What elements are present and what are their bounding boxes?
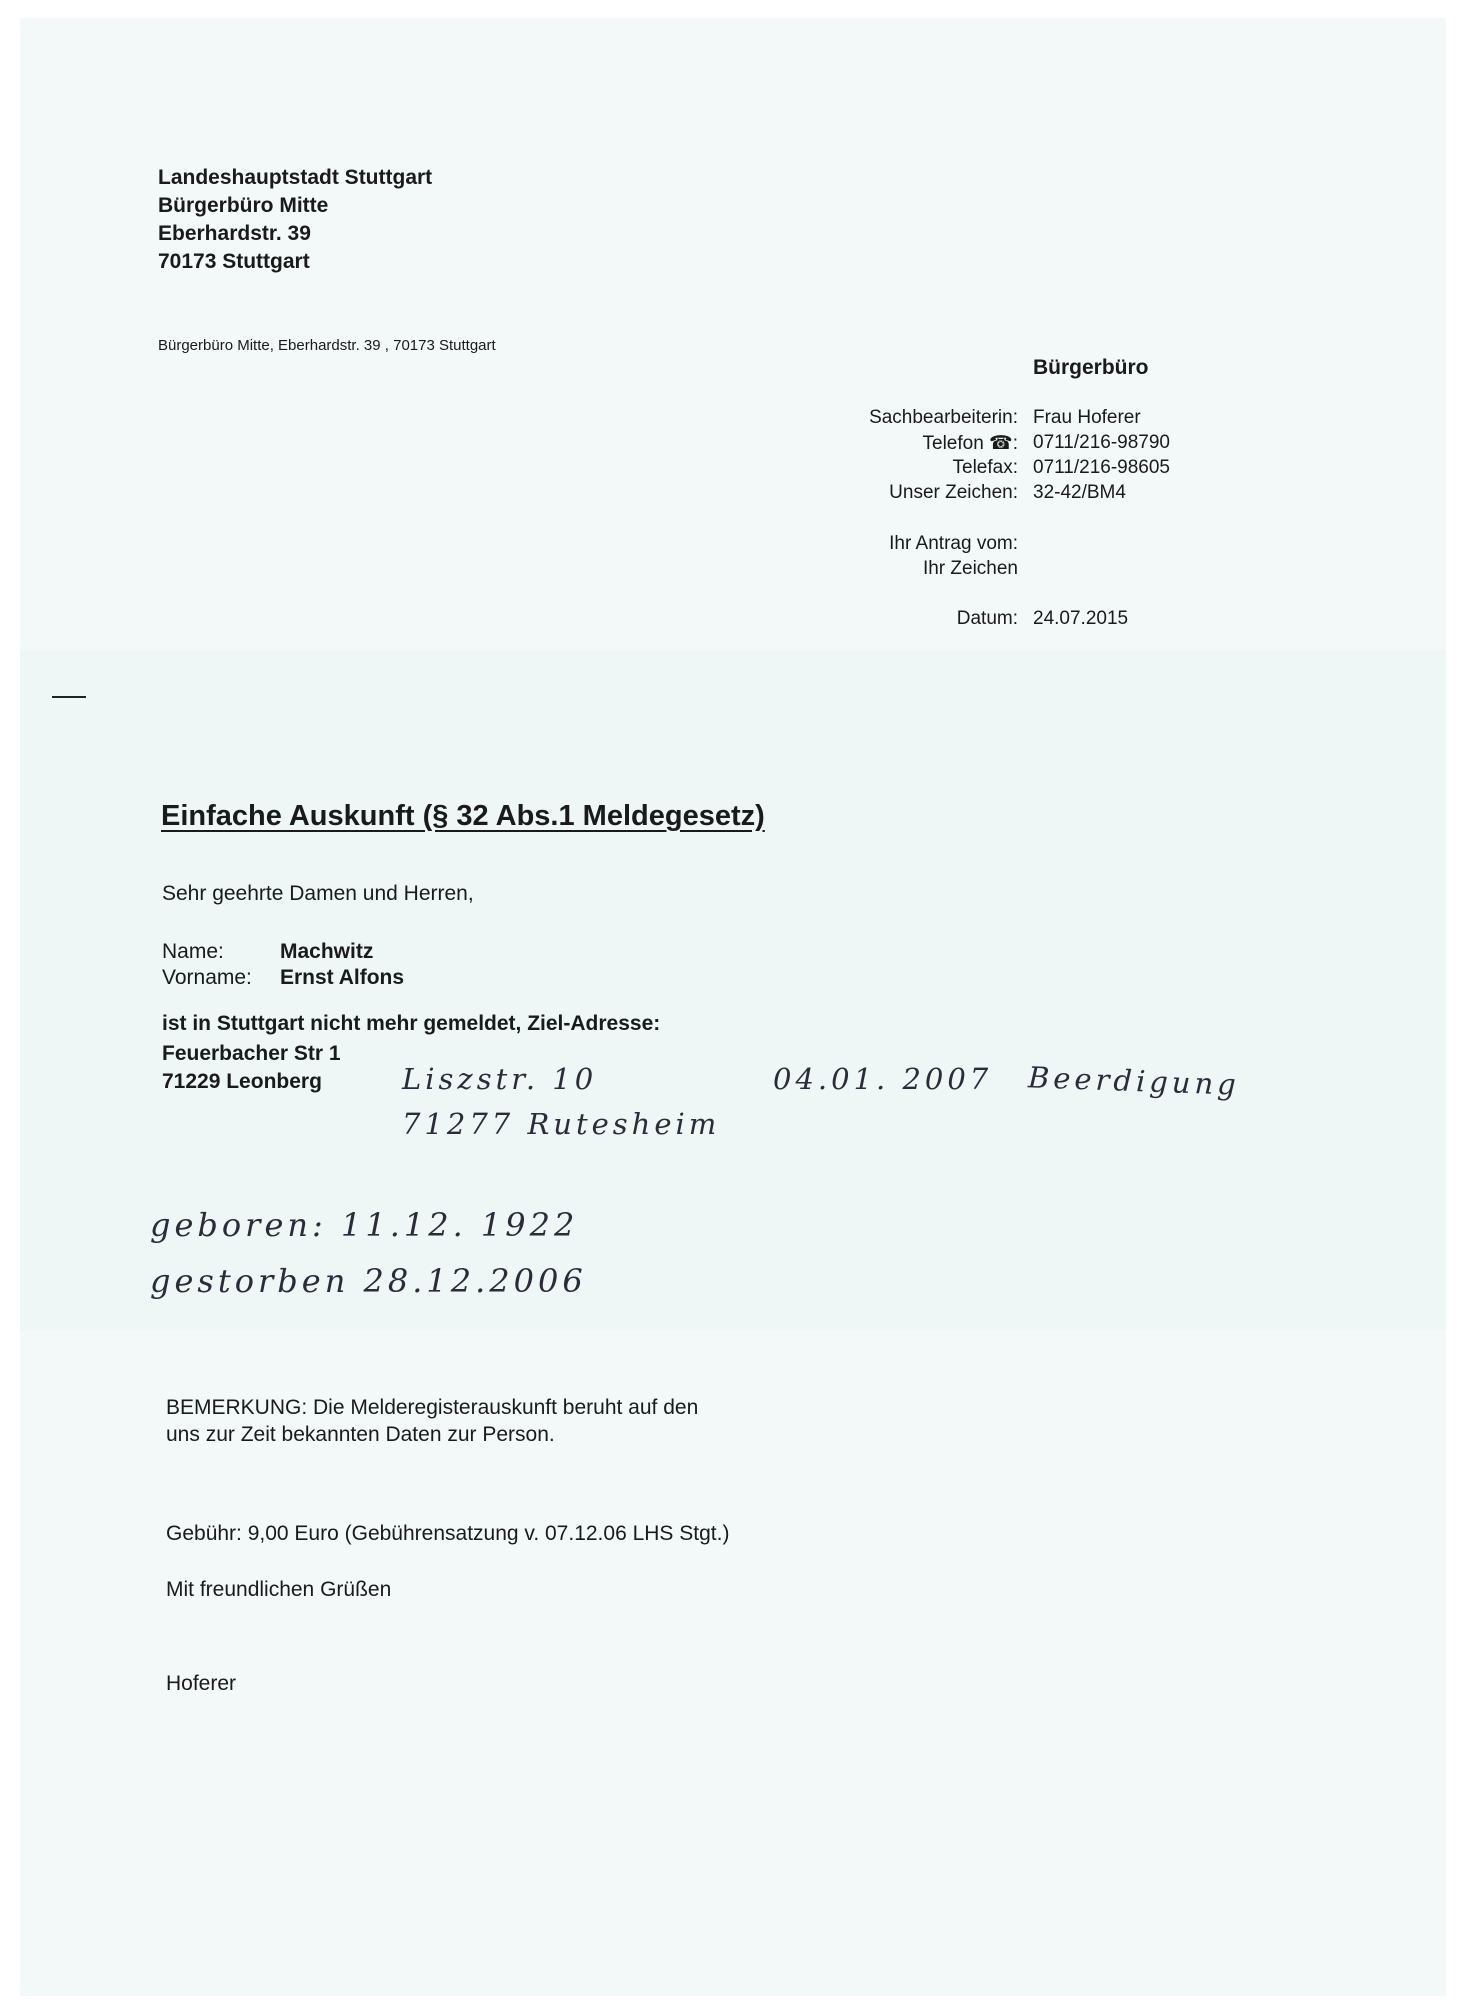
request-label: Ihr Antrag vom: (889, 533, 1018, 554)
handwritten-street: Liszstr. 10 (402, 1062, 598, 1096)
firstname-value: Ernst Alfons (280, 966, 405, 989)
subject-heading: Einfache Auskunft (§ 32 Abs.1 Meldegesetz) (161, 800, 765, 832)
salutation: Sehr geehrte Damen und Herren, (162, 882, 474, 905)
sender-line: Bürgerbüro Mitte (158, 194, 329, 217)
signature-name: Hoferer (166, 1672, 237, 1695)
name-value: Machwitz (280, 940, 374, 963)
your-ref-label: Ihr Zeichen (922, 558, 1018, 579)
fax-label: Telefax: (952, 457, 1018, 478)
handwritten-note: Beerdigung (1027, 1060, 1241, 1102)
handwritten-died: gestorben 28.12.2006 (150, 1262, 587, 1300)
return-address: Bürgerbüro Mitte, Eberhardstr. 39 , 70173 Stuttgart (158, 337, 496, 354)
target-street: Feuerbacher Str 1 (162, 1042, 341, 1065)
sender-line: Eberhardstr. 39 (158, 222, 311, 245)
ref-value: 32-42/BM4 (1033, 482, 1126, 503)
fold-mark (52, 696, 86, 698)
sender-line: 70173 Stuttgart (158, 250, 310, 273)
fee-line: Gebühr: 9,00 Euro (Gebührensatzung v. 07.12.06 LHS Stgt.) (166, 1522, 730, 1545)
handwritten-date: 04.01. 2007 (773, 1062, 993, 1096)
clerk-label: Sachbearbeiterin: (869, 407, 1018, 428)
handwritten-born: geboren: 11.12. 1922 (150, 1206, 579, 1244)
fax-value: 0711/216-98605 (1033, 457, 1170, 478)
sender-block (158, 164, 432, 276)
phone-value: 0711/216-98790 (1033, 432, 1170, 453)
handwritten-city: 71277 Rutesheim (402, 1107, 721, 1141)
remark-line-1: BEMERKUNG: Die Melderegisterauskunft beruht auf den (166, 1396, 699, 1419)
name-label: Name: (162, 940, 224, 963)
ref-label: Unser Zeichen: (889, 482, 1018, 503)
sender-line: Landeshauptstadt Stuttgart (158, 166, 433, 189)
date-value: 24.07.2015 (1033, 608, 1129, 629)
phone-label: Telefon ☎: (922, 433, 1018, 454)
remark-line-2: uns zur Zeit bekannten Daten zur Person. (166, 1423, 555, 1446)
closing: Mit freundlichen Grüßen (166, 1578, 392, 1601)
clerk-value: Frau Hoferer (1033, 407, 1141, 428)
firstname-label: Vorname: (162, 966, 252, 989)
status-line: ist in Stuttgart nicht mehr gemeldet, Ziel-Adresse: (162, 1012, 661, 1035)
office-title: Bürgerbüro (1033, 356, 1149, 379)
date-label: Datum: (956, 608, 1018, 629)
target-city: 71229 Leonberg (162, 1070, 322, 1093)
